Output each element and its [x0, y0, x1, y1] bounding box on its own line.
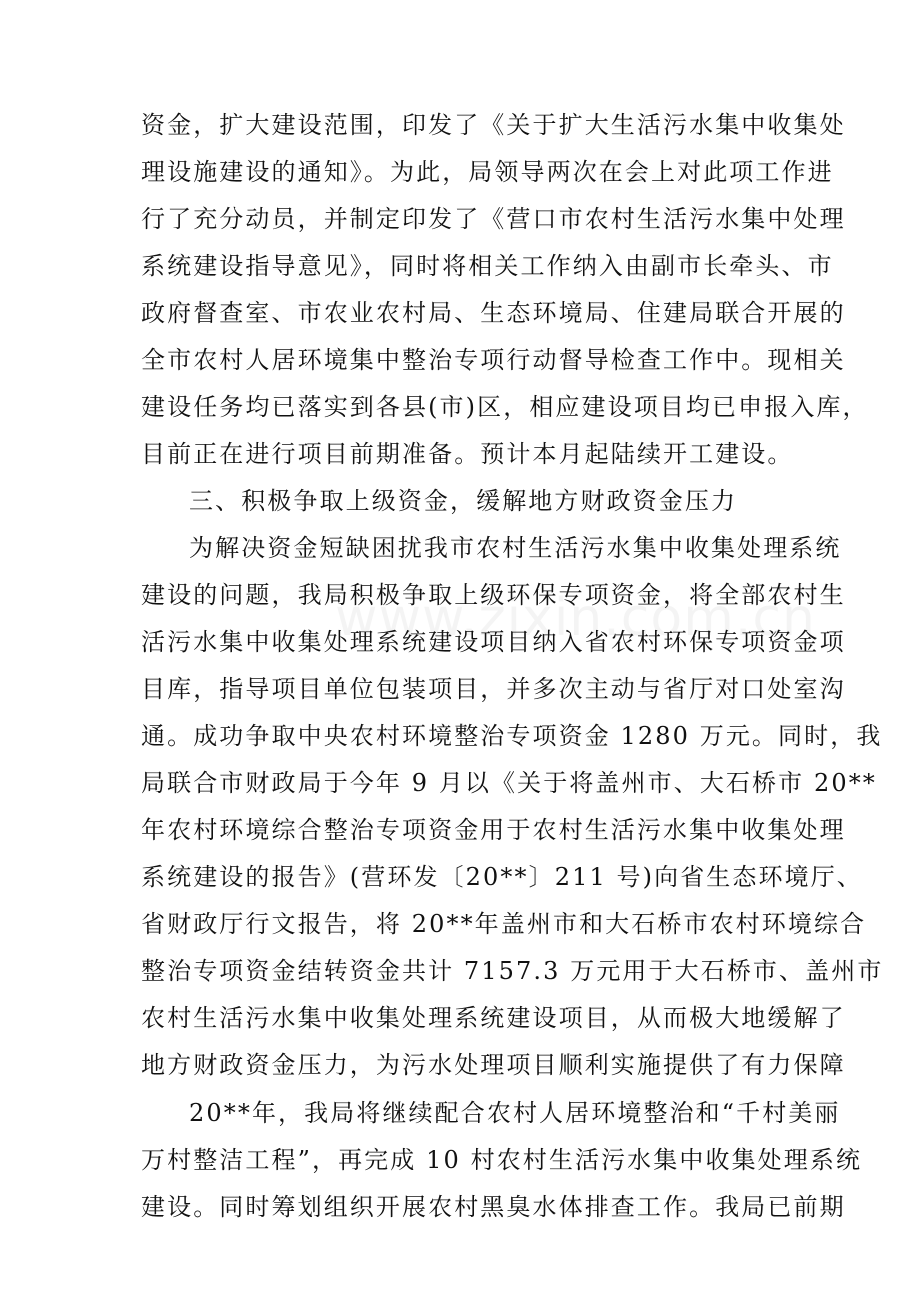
text-line: 资金，扩大建设范围，印发了《关于扩大生活污水集中收集处 [141, 111, 846, 139]
text-line: 建设任务均已落实到各县(市)区，相应建设项目均已申报入库， [141, 393, 869, 421]
text-line: 系统建设的报告》(营环发〔20**〕211 号)向省生态环境厅、 [141, 863, 863, 891]
text-line: 局联合市财政局于今年 9 月以《关于将盖州市、大石桥市 20** [141, 769, 877, 797]
text-line: 地方财政资金压力，为污水处理项目顺利实施提供了有力保障 [141, 1051, 846, 1079]
text-line: 目前正在进行项目前期准备。预计本月起陆续开工建设。 [141, 440, 794, 468]
text-line: 农村生活污水集中收集处理系统建设项目，从而极大地缓解了 [141, 1004, 846, 1032]
text-line: 系统建设指导意见》，同时将相关工作纳入由副市长牵头、市 [141, 252, 834, 280]
text-line: 政府督查室、市农业农村局、生态环境局、住建局联合开展的 [141, 299, 846, 327]
text-line: 为解决资金短缺困扰我市农村生活污水集中收集处理系统 [189, 534, 842, 562]
text-line: 建设。同时筹划组织开展农村黑臭水体排查工作。我局已前期 [141, 1193, 846, 1221]
text-line: 建设的问题，我局积极争取上级环保专项资金，将全部农村生 [141, 581, 846, 609]
text-line: 通。成功争取中央农村环境整治专项资金 1280 万元。同时，我 [141, 722, 883, 750]
text-line: 整治专项资金结转资金共计 7157.3 万元用于大石桥市、盖州市 [141, 957, 884, 985]
text-line: 省财政厅行文报告，将 20**年盖州市和大石桥市农村环境综合 [141, 910, 867, 938]
text-line: 20**年，我局将继续配合农村人居环境整治和“千村美丽 [189, 1099, 841, 1127]
text-line: 年农村环境综合整治专项资金用于农村生活污水集中收集处理 [141, 816, 846, 844]
text-line: 行了充分动员，并制定印发了《营口市农村生活污水集中处理 [141, 205, 846, 233]
text-line: 目库，指导项目单位包装项目，并多次主动与省厅对口处室沟 [141, 675, 846, 703]
section-heading: 三、积极争取上级资金，缓解地方财政资金压力 [189, 487, 738, 515]
text-line: 万村整洁工程”，再完成 10 村农村生活污水集中收集处理系统 [141, 1146, 863, 1174]
text-line: 全市农村人居环境集中整治专项行动督导检查工作中。现相关 [141, 346, 846, 374]
text-line: 活污水集中收集处理系统建设项目纳入省农村环保专项资金项 [141, 628, 846, 656]
text-line: 理设施建设的通知》。为此，局领导两次在会上对此项工作进 [141, 158, 834, 186]
